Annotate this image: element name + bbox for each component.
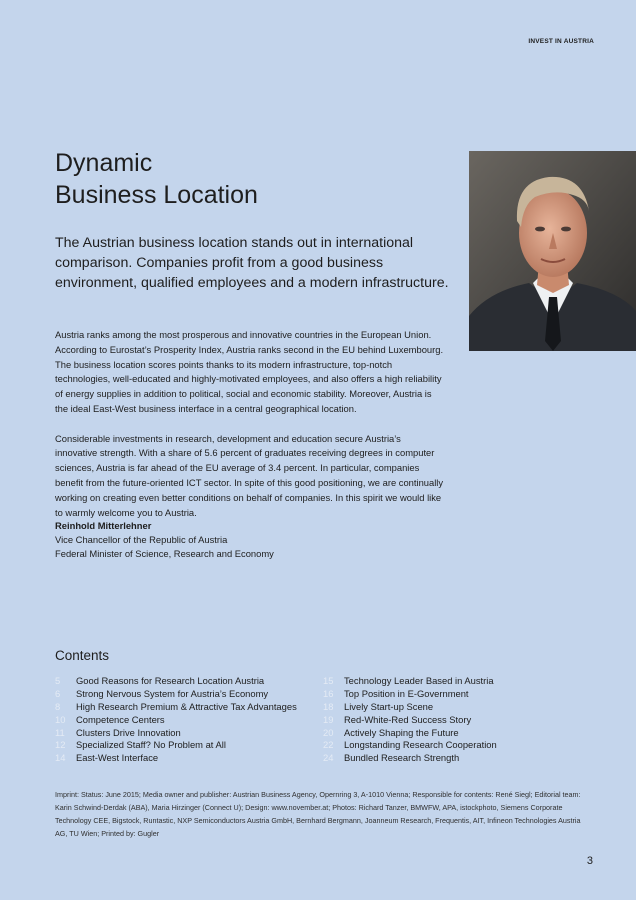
toc-right-column — [323, 675, 583, 765]
toc-page-number: 6 — [55, 687, 61, 699]
toc-page-number: 22 — [323, 739, 334, 751]
header-label: INVEST IN AUSTRIA — [528, 38, 594, 45]
toc-item[interactable] — [55, 752, 320, 765]
lead-paragraph: The Austrian business location stands out in international comparison. Companies profit from a good business environment, qualified employees and a modern infrastructure. — [55, 235, 449, 291]
imprint-text: Imprint: Status: June 2015; Media owner and publisher: Austrian Business Agency, Opernring 3, A-1010 Vienna; Responsible for contents: René Siegl; Editorial team: Karin Schwind-Derdak (ABA), Maria Hirzinger (Connect U); Design: www.november.at; Photos: Richard Tanzer, BMWFW, APA, istockphoto, Siemens Corporate Technology CEE, Bigstock, Runtastic, NXP Semiconductors Austria GmbH, Bernhard Bergmann, Joanneum Research, Frequentis, AIT, Infineon Technologies Austria AG, TU Wien; Printed by: Gugler — [55, 790, 581, 838]
toc-title: Good Reasons for Research Location Austria — [76, 675, 265, 686]
toc-title: Strong Nervous System for Austria’s Economy — [76, 687, 269, 699]
toc-page-number: 12 — [55, 739, 66, 751]
toc-title: Top Position in E-Government — [344, 687, 469, 699]
toc-item[interactable] — [323, 714, 583, 727]
toc-item[interactable] — [323, 675, 583, 688]
signature-role-1: Vice Chancellor of the Republic of Austria — [55, 534, 228, 545]
toc-item[interactable] — [55, 688, 320, 701]
toc-page-number: 15 — [323, 675, 334, 686]
body-text — [55, 328, 445, 535]
toc-page-number: 10 — [55, 713, 66, 725]
toc-left-column — [55, 675, 320, 765]
toc-item[interactable] — [55, 739, 320, 752]
signature-name: Reinhold Mitterlehner — [55, 520, 152, 531]
toc-item[interactable] — [55, 714, 320, 727]
toc-title: Technology Leader Based in Austria — [344, 675, 494, 686]
toc-page-number: 19 — [323, 713, 334, 725]
toc-page-number: 24 — [323, 752, 334, 764]
toc-page-number: 20 — [323, 726, 334, 738]
toc-item[interactable] — [55, 675, 320, 688]
signature-block — [55, 519, 455, 561]
body-paragraph-1: Austria ranks among the most prosperous and innovative countries in the European Union. According to Eurostat’s Prosperity Index, Austria ranks second in the EU behind Luxembourg. The business location scores points thanks to its modern infrastructure, top-notch technologies, well-educated and highly-motivated employees, and also offers a high reliability of energy supplies in addition to political, social and economic stability. Moreover, Austria is the ideal East-West business interface in a central geographical location. — [55, 329, 444, 414]
toc-item[interactable] — [55, 727, 320, 740]
toc-title: High Research Premium & Attractive Tax Advantages — [76, 700, 297, 712]
toc-item[interactable] — [323, 739, 583, 752]
toc-page-number: 14 — [55, 752, 66, 764]
portrait-illustration — [469, 151, 636, 351]
toc-page-number: 5 — [55, 675, 61, 686]
toc-title: Longstanding Research Cooperation — [344, 739, 497, 751]
toc-title: Actively Shaping the Future — [344, 726, 459, 738]
toc-item[interactable] — [323, 727, 583, 740]
signature-role-2: Federal Minister of Science, Research and Economy — [55, 548, 274, 559]
toc-title: East-West Interface — [76, 752, 159, 764]
toc-page-number: 11 — [55, 726, 65, 738]
toc-item[interactable] — [323, 701, 583, 714]
toc-title: Competence Centers — [76, 713, 165, 725]
toc-title: Specialized Staff? No Problem at All — [76, 739, 226, 751]
toc-item[interactable] — [323, 752, 583, 765]
page-title — [55, 147, 435, 211]
portrait-photo — [469, 151, 636, 351]
toc-page-number: 8 — [55, 700, 61, 712]
toc-item[interactable] — [323, 688, 583, 701]
toc-title: Lively Start-up Scene — [344, 700, 434, 712]
body-paragraph-2: Considerable investments in research, development and education secure Austria’s innovative strength. With a share of 5.6 percent of graduates receiving degrees in computer sciences, Austria is far ahead of the EU average of 3.4 percent. In particular, companies benefit from the future-oriented ICT sector. In spite of this good positioning, we are continually working on creating even better conditions on behalf of companies. In this spirit we would like to warmly welcome you to Austria. — [55, 432, 444, 518]
page-number: 3 — [586, 855, 593, 867]
toc-title: Red-White-Red Success Story — [344, 713, 472, 725]
toc-title: Clusters Drive Innovation — [76, 726, 181, 738]
toc-title: Bundled Research Strength — [344, 752, 460, 764]
toc-page-number: 18 — [323, 700, 334, 712]
toc-page-number: 16 — [323, 687, 334, 699]
title-line-2: Business Location — [55, 181, 258, 209]
contents-heading: Contents — [55, 648, 110, 663]
toc-item[interactable] — [55, 701, 320, 714]
title-line-1: Dynamic — [55, 149, 153, 177]
